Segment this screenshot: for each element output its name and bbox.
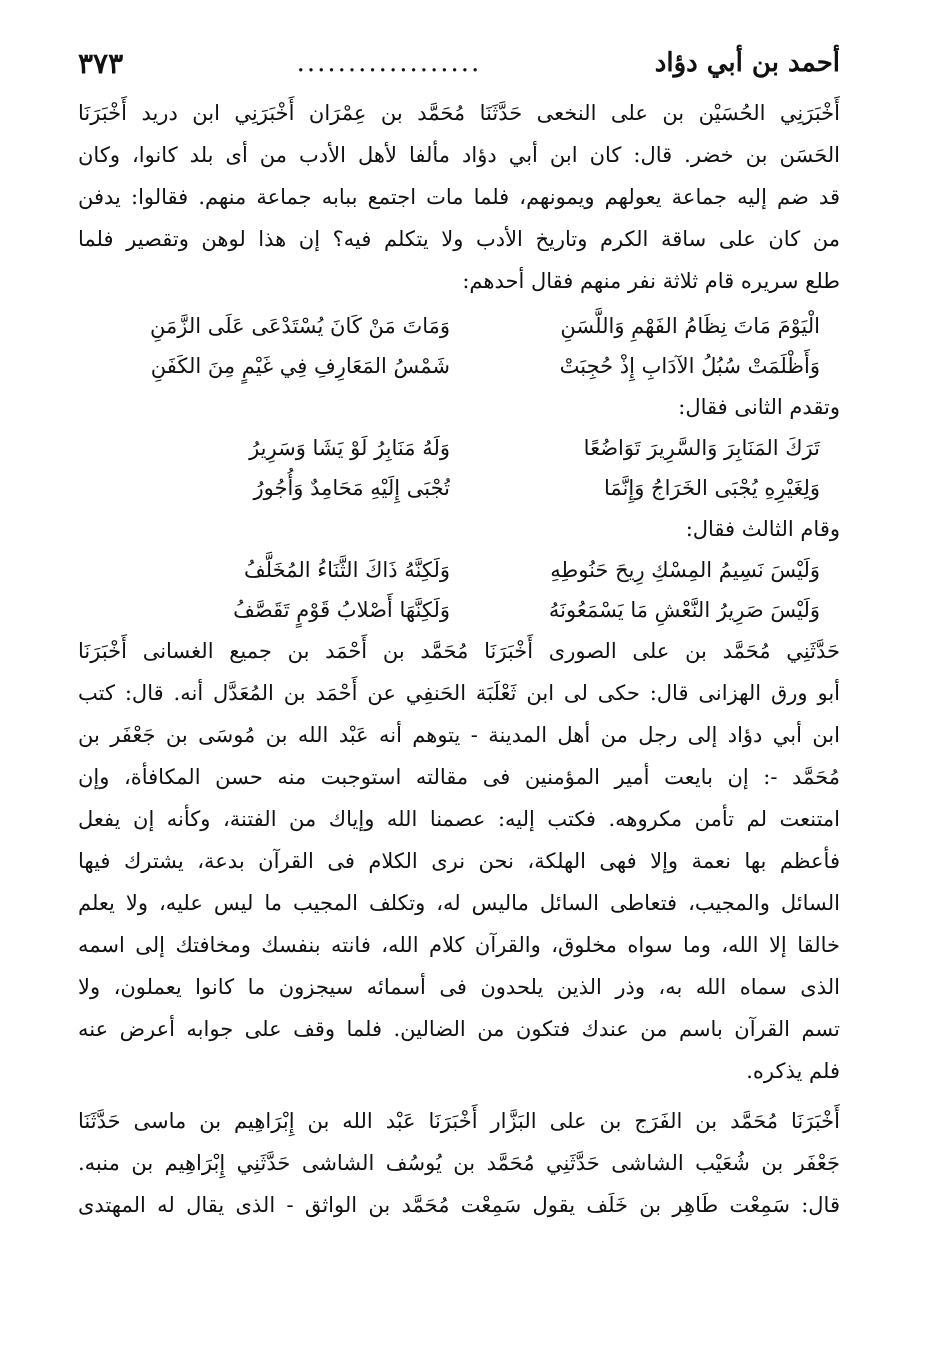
header-dots: .................. xyxy=(296,48,482,78)
paragraph-3 xyxy=(78,1100,840,1226)
header-title: أحمد بن أبي دؤاد xyxy=(654,48,840,78)
poem-3 xyxy=(78,550,840,630)
text-line: أبو ورق الهزانى قال: حكى لى ابن ثَعْلَبَة الحَنفِي عن أَحْمَد بن المُعَدَّل أنه. قال: كتب xyxy=(78,681,840,705)
text-line: السائل والمجيب، فتعاطى السائل ماليس له، وتكلف المجيب ما ليس عليه، ولا يعلم xyxy=(78,891,840,915)
verse-first-hemistich: وَأَظْلَمَتْ سُبُلُ الآدَابِ إِذْ حُجِبَتْ xyxy=(559,354,820,378)
verse xyxy=(78,590,840,630)
text-line: طلع سريره قام ثلاثة نفر منهم فقال أحدهم: xyxy=(462,269,840,293)
text-line: الحَسَن بن خضر. قال: كان ابن أبي دؤاد مألفا لأهل الأدب من أى بلد كانوا، وكان xyxy=(78,143,840,167)
running-header xyxy=(78,40,840,86)
poem-2 xyxy=(78,428,840,508)
text-line: تسم القرآن باسم من عندك فتكون من الضالين. فلما وقف على جوابه أعرض عنه xyxy=(78,1017,840,1041)
poem-1 xyxy=(78,306,840,386)
verse-first-hemistich: تَرَكَ المَنَابِرَ وَالسَّرِيرَ تَوَاضُعًا xyxy=(583,436,820,460)
verse-second-hemistich: وَلَكِنَّهَا أَصْلابُ قَوْمٍ تَقَصَّفُ xyxy=(233,598,450,622)
text-line: فلم يذكره. xyxy=(746,1059,840,1083)
verse-second-hemistich: وَمَاتَ مَنْ كَانَ يُسْتَدْعَى عَلَى الزَّمَنِ xyxy=(150,314,450,338)
verse xyxy=(78,306,840,346)
text-line: مُحَمَّد -: إن بايعت أمير المؤمنين فى مقالته استوجبت منه حسن المكافأة، وإن xyxy=(78,765,840,789)
text-line: جَعْفَر بن شُعَيْب الشاشى حَدَّثَنِي مُحَمَّد بن يُوسُف الشاشى حَدَّثَنِي إِبْرَاهِيم بن منبه. xyxy=(78,1151,840,1175)
text-line: قد ضم إليه جماعة يعولهم ويمونهم، فلما مات اجتمع ببابه جماعة منهم. فقالوا: يدفن xyxy=(78,185,840,209)
verse-first-hemistich: الْيَوْمَ مَاتَ نِظَامُ الفَهْمِ وَاللَّسَنِ xyxy=(560,314,820,338)
page-body xyxy=(78,92,840,1226)
verse-first-hemistich: وَلَيْسَ صَرِيرُ النَّعْشِ مَا يَسْمَعُونَهُ xyxy=(548,598,820,622)
text-line: حَدَّثَنِي مُحَمَّد بن على الصورى أَخْبَرَنَا مُحَمَّد بن أَحْمَد بن جميع الغسانى أَخْبَرَنَا xyxy=(78,639,840,663)
text-line: من كان على ساقة الكرم وتاريخ الأدب ولا يتكلم فيه؟ إن هذا لوهن وتقصير فلما xyxy=(78,227,840,251)
paragraph-2 xyxy=(78,630,840,1092)
text-line: أَخْبَرَنِي الحُسَيْن بن على النخعى حَدَّثَنَا مُحَمَّد بن عِمْرَان أَخْبَرَنِي ابن دريد أَخْبَرَنَا xyxy=(78,101,840,125)
text-line: فأعظم بها نعمة وإلا فهى الهلكة، نحن نرى الكلام فى القرآن بدعة، يشترك فيها xyxy=(78,849,840,873)
text-line: خالقا إلا الله، وما سواه مخلوق، والقرآن كلام الله، فانته بنفسك ومخافتك إلى اسمه xyxy=(78,933,840,957)
text-line: قال: سَمِعْت طَاهِر بن خَلَف يقول سَمِعْت مُحَمَّد بن الواثق - الذى يقال له المهتدى xyxy=(78,1193,840,1217)
verse xyxy=(78,550,840,590)
paragraph-1 xyxy=(78,92,840,302)
text-line: امتنعت لم تأمن مكروهه. فكتب إليه: عصمنا الله وإياك من الفتنة، وكأنه إن يفعل xyxy=(78,807,840,831)
page-number: ٣٧٣ xyxy=(78,46,124,80)
verse-second-hemistich: تُجْبَى إِلَيْهِ مَحَامِدٌ وَأُجُورُ xyxy=(253,476,450,500)
verse-first-hemistich: وَلَيْسَ نَسِيمُ المِسْكِ رِيحَ حَنُوطِهِ xyxy=(550,558,820,582)
poem-intro: وتقدم الثانى فقال: xyxy=(678,395,840,419)
verse-second-hemistich: شَمْسُ المَعَارِفِ فِي غَيْمٍ مِنَ الكَفَنِ xyxy=(150,354,450,378)
verse-second-hemistich: وَلَهُ مَنَابِرُ لَوْ يَشَا وَسَرِيرُ xyxy=(249,436,450,460)
verse-first-hemistich: وَلِغَيْرِهِ يُجْبَى الخَرَاجُ وَإِنَّمَا xyxy=(604,476,820,500)
verse-second-hemistich: وَلَكِنَّهُ ذَاكَ الثَّنَاءُ المُخَلَّفُ xyxy=(243,558,450,582)
text-line: أَخْبَرَنَا مُحَمَّد بن الفَرَج بن على البَزَّار أَخْبَرَنَا عَبْد الله بن إِبْرَاهِيم بن ماسى حَدَّثَنَا xyxy=(78,1109,840,1133)
verse xyxy=(78,346,840,386)
poem-intro: وقام الثالث فقال: xyxy=(685,517,840,541)
verse xyxy=(78,428,840,468)
verse xyxy=(78,468,840,508)
text-line: ابن أبي دؤاد إلى رجل من أهل المدينة - يتوهم أنه عَبْد الله بن مُوسَى بن جَعْفَر بن xyxy=(78,723,840,747)
text-line: الذى سماه الله به، وذر الذين يلحدون فى أسمائه سيجزون ما كانوا يعملون، ولا xyxy=(78,975,840,999)
